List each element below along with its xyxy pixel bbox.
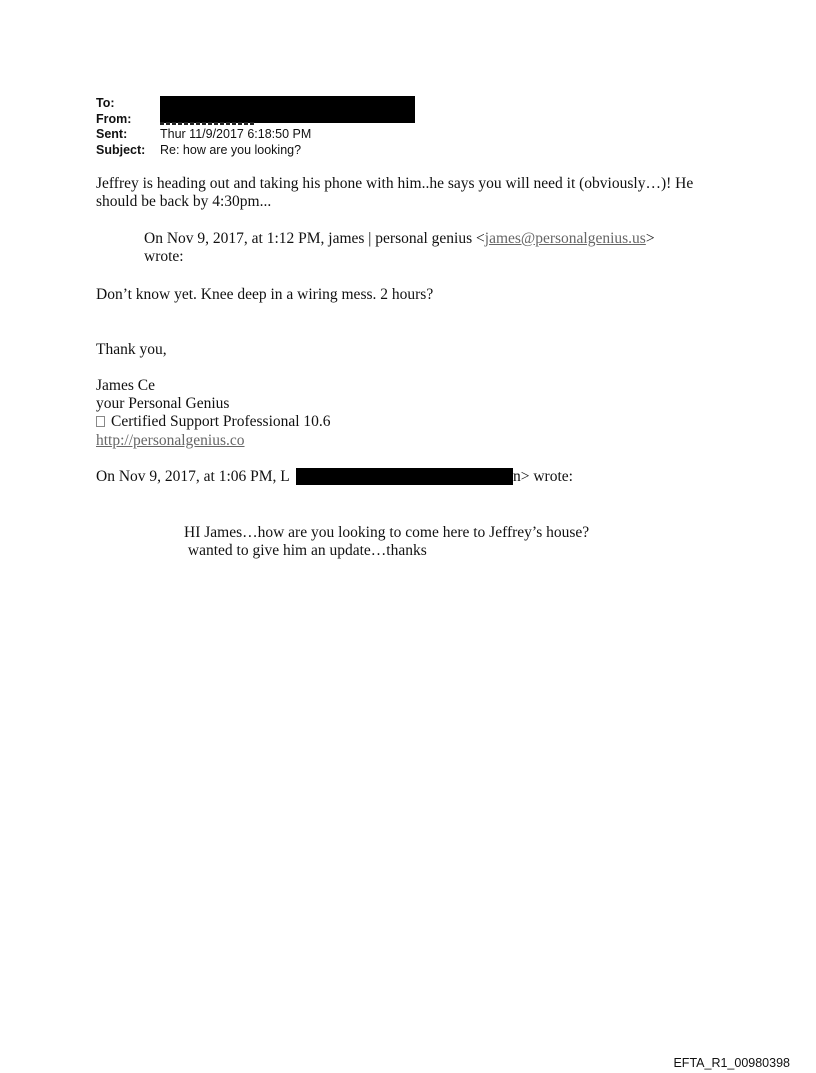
- signature-name: James Ce: [96, 377, 155, 394]
- sent-label: Sent:: [96, 127, 128, 141]
- reply-text: Don’t know yet. Knee deep in a wiring mess. 2 hours?: [96, 286, 434, 303]
- subject-value: Re: how are you looking?: [160, 142, 302, 157]
- quote-header-2-prefix: On Nov 9, 2017, at 1:06 PM, L: [96, 468, 290, 485]
- sent-value: Thur 11/9/2017 6:18:50 PM: [160, 127, 312, 141]
- quote-header-2-suffix: n> wrote:: [513, 468, 573, 485]
- signature-cert-line: [96, 413, 331, 432]
- from-label: From:: [96, 111, 132, 126]
- body-line-2: should be back by 4:30pm...: [96, 193, 272, 210]
- redaction-block-sender: [296, 468, 513, 485]
- signature-title: your Personal Genius: [96, 395, 230, 412]
- signature-url-link[interactable]: http://personalgenius.co: [96, 432, 245, 449]
- quote-1-prefix: On Nov 9, 2017, at 1:12 PM, james | personal genius <: [144, 230, 485, 247]
- email-link[interactable]: james@personalgenius.us: [484, 230, 646, 247]
- missing-glyph-icon: [96, 416, 105, 427]
- redaction-block-to-from: [160, 96, 415, 123]
- sent-row: [96, 127, 311, 143]
- quote-header-1: [144, 230, 655, 249]
- quote-1-suffix: >: [645, 230, 655, 247]
- document-id: EFTA_R1_00980398: [673, 1056, 790, 1070]
- subject-label: Subject:: [96, 142, 146, 157]
- subject-row: [96, 143, 311, 159]
- original-line-1: HI James…how are you looking to come here to Jeffrey’s house?: [184, 524, 590, 541]
- quote-header-1-wrote: wrote:: [144, 248, 184, 265]
- redaction-residue: [160, 122, 255, 125]
- to-label: To:: [96, 96, 115, 110]
- original-line-2: wanted to give him an update…thanks: [184, 542, 427, 559]
- signature-cert: Certified Support Professional 10.6: [111, 413, 331, 430]
- body-line-1: Jeffrey is heading out and taking his phone with him..he says you will need it (obviously…)! He: [96, 175, 694, 192]
- thanks-text: Thank you,: [96, 341, 167, 358]
